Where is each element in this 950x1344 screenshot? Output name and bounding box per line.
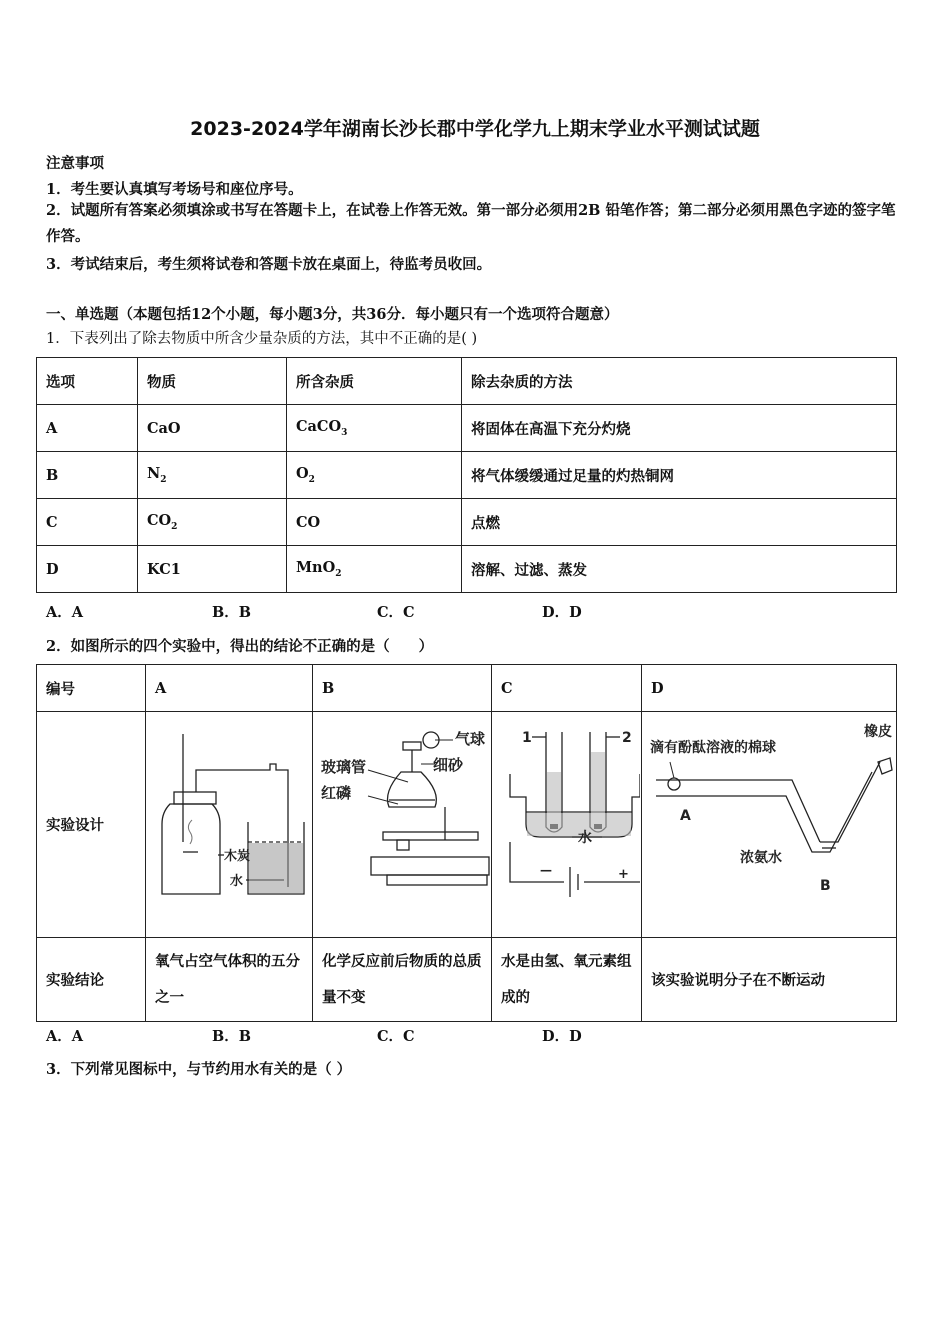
header-cell: 物质 <box>138 358 287 405</box>
header-cell: 除去杂质的方法 <box>462 358 897 405</box>
figure-d-cell <box>642 712 897 938</box>
figure-c-diagram <box>492 712 640 933</box>
q2-table <box>36 664 897 1022</box>
label-tube-2: 2 <box>622 730 632 746</box>
figure-b-diagram <box>313 712 491 933</box>
table-row <box>37 358 897 405</box>
substance-cell: $N_2$ <box>138 452 287 499</box>
option-c[interactable]: C．C <box>377 1028 415 1045</box>
q3-stem: 3．下列常见图标中，与节约用水有关的是（ ） <box>46 1061 352 1078</box>
notice-item-2: 2．试题所有答案必须填涂或书写在答题卡上，在试卷上作答无效。第一部分必须用2B 铅笔作答；第二部分必须用黑色字迹的签字笔作答。 <box>46 202 896 245</box>
impurity-cell: $O_2$ <box>287 452 462 499</box>
option-b[interactable]: B．B <box>212 604 252 621</box>
table-row <box>37 712 897 938</box>
label-red-p: 红磷 <box>321 784 352 802</box>
substance-cell: $CO_2$ <box>138 499 287 546</box>
option-d[interactable]: D．D <box>542 604 582 621</box>
header-cell: A <box>146 665 313 712</box>
q2-stem: 2．如图所示的四个实验中，得出的结论不正确的是（ ） <box>46 638 434 655</box>
conclusion-d: 该实验说明分子在不断运动 <box>642 938 897 1022</box>
figure-c-cell <box>492 712 642 938</box>
label-rubber: 橡皮 <box>864 724 892 740</box>
label-point-b: B <box>820 878 831 894</box>
header-cell: C <box>492 665 642 712</box>
table-row <box>37 499 897 546</box>
label-water: 水 <box>578 830 592 846</box>
label-sand: 细砂 <box>433 756 464 774</box>
impurity-cell: MnO$_2$ <box>287 546 462 593</box>
method-cell: 将固体在高温下充分灼烧 <box>462 405 897 452</box>
figure-a-cell <box>146 712 313 938</box>
label-tube-1: 1 <box>522 730 532 746</box>
option-cell: D <box>37 546 138 593</box>
row-label: 实验结论 <box>37 938 146 1022</box>
substance-cell: KC1 <box>138 546 287 593</box>
q1-table <box>36 357 897 593</box>
label-glass-tube: 玻璃管 <box>321 758 367 776</box>
section-heading: 一、单选题（本题包括12个小题，每小题3分，共36分．每小题只有一个选项符合题意） <box>46 306 619 323</box>
conclusion-a: 氧气占空气体积的五分之一 <box>146 938 313 1022</box>
label-water: 水 <box>230 874 244 889</box>
option-cell: C <box>37 499 138 546</box>
conclusion-b: 化学反应前后物质的总质量不变 <box>313 938 492 1022</box>
table-row <box>37 546 897 593</box>
option-c[interactable]: C．C <box>377 604 415 621</box>
label-charcoal: 木炭 <box>224 849 251 864</box>
notice-heading: 注意事项 <box>46 155 104 172</box>
header-cell: 选项 <box>37 358 138 405</box>
method-cell: 将气体缓缓通过足量的灼热铜网 <box>462 452 897 499</box>
substance-cell: CaO <box>138 405 287 452</box>
label-minus: — <box>540 863 552 877</box>
table-row <box>37 665 897 712</box>
label-balloon: 气球 <box>455 730 486 748</box>
notice-item-1: 1．考生要认真填写考场号和座位序号。 <box>46 181 303 198</box>
table-row <box>37 405 897 452</box>
option-cell: B <box>37 452 138 499</box>
label-point-a: A <box>680 808 691 824</box>
method-cell: 溶解、过滤、蒸发 <box>462 546 897 593</box>
page-title: 2023-2024学年湖南长沙长郡中学化学九上期末学业水平测试试题 <box>190 118 760 140</box>
header-cell: 所含杂质 <box>287 358 462 405</box>
table-row <box>37 938 897 1022</box>
conclusion-c: 水是由氢、氧元素组成的 <box>492 938 642 1022</box>
label-plus: + <box>618 867 629 882</box>
method-cell: 点燃 <box>462 499 897 546</box>
option-a[interactable]: A．A <box>46 604 84 621</box>
row-label: 实验设计 <box>37 712 146 938</box>
q1-stem: 1．下表列出了除去物质中所含少量杂质的方法，其中不正确的是( ) <box>46 331 478 347</box>
header-cell: D <box>642 665 897 712</box>
option-a[interactable]: A．A <box>46 1028 84 1045</box>
table-row <box>37 452 897 499</box>
option-d[interactable]: D．D <box>542 1028 582 1045</box>
option-b[interactable]: B．B <box>212 1028 252 1045</box>
label-cotton: 滴有酚酞溶液的棉球 <box>650 740 776 756</box>
figure-d-diagram <box>642 712 896 933</box>
option-cell: A <box>37 405 138 452</box>
impurity-cell: CaCO$_3$ <box>287 405 462 452</box>
notice-item-3: 3．考试结束后，考生须将试卷和答题卡放在桌面上，待监考员收回。 <box>46 256 492 273</box>
header-cell: 编号 <box>37 665 146 712</box>
impurity-cell: CO <box>287 499 462 546</box>
figure-b-cell <box>313 712 492 938</box>
figure-a-diagram <box>146 712 312 933</box>
header-cell: B <box>313 665 492 712</box>
label-ammonia: 浓氨水 <box>740 850 782 866</box>
